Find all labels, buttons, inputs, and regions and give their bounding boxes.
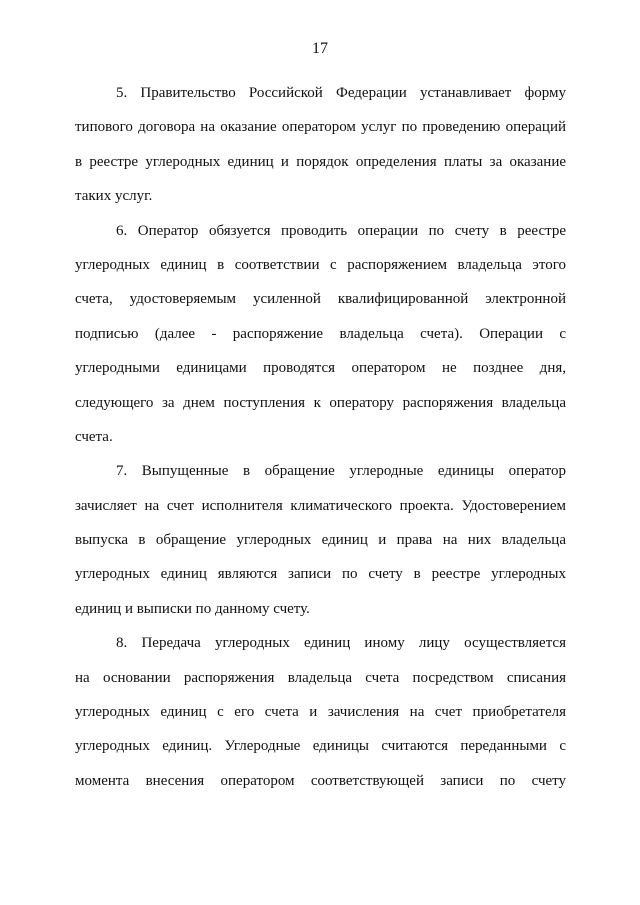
paragraph-line: единиц и выписки по данному счету. — [75, 600, 310, 617]
paragraph-line: зачисляет на счет исполнителя климатического проекта. Удостоверением — [75, 497, 566, 514]
paragraph-line: 5. Правительство Российской Федерации устанавливает форму — [116, 85, 566, 101]
paragraph-line: счета. — [75, 428, 113, 445]
paragraph-line: выпуска в обращение углеродных единиц и права на них владельца — [75, 532, 566, 549]
paragraph-line: подписью (далее - распоряжение владельца счета). Операции с — [75, 325, 566, 342]
paragraph-line: типового договора на оказание оператором услуг по проведению операций — [75, 119, 566, 136]
paragraph-line: момента внесения оператором соответствующей записи по счету — [75, 772, 566, 789]
paragraph-8 — [75, 626, 566, 798]
paragraph-line: таких услуг. — [75, 188, 153, 205]
document-body — [75, 76, 566, 798]
paragraph-line: счета, удостоверяемым усиленной квалифицированной электронной — [75, 291, 566, 308]
page-number: 17 — [312, 40, 328, 57]
paragraph-6 — [75, 214, 566, 455]
paragraph-line: следующего за днем поступления к оператору распоряжения владельца — [75, 394, 566, 411]
paragraph-line: углеродными единицами проводятся оператором не позднее дня, — [75, 360, 566, 377]
paragraph-line: 6. Оператор обязуется проводить операции по счету в реестре — [116, 222, 566, 239]
paragraph-line: 7. Выпущенные в обращение углеродные единицы оператор — [116, 463, 566, 480]
paragraph-5 — [75, 76, 566, 214]
paragraph-line: на основании распоряжения владельца счета посредством списания — [75, 669, 566, 686]
paragraph-line: углеродных единиц. Углеродные единицы считаются переданными с — [75, 738, 566, 755]
paragraph-line: углеродных единиц с его счета и зачисления на счет приобретателя — [75, 704, 566, 721]
paragraph-line: 8. Передача углеродных единиц иному лицу осуществляется — [116, 635, 566, 652]
paragraph-line: углеродных единиц являются записи по счету в реестре углеродных — [75, 566, 566, 583]
paragraph-line: в реестре углеродных единиц и порядок определения платы за оказание — [75, 153, 566, 170]
paragraph-7 — [75, 454, 566, 626]
paragraph-line: углеродных единиц в соответствии с распоряжением владельца этого — [75, 256, 566, 273]
